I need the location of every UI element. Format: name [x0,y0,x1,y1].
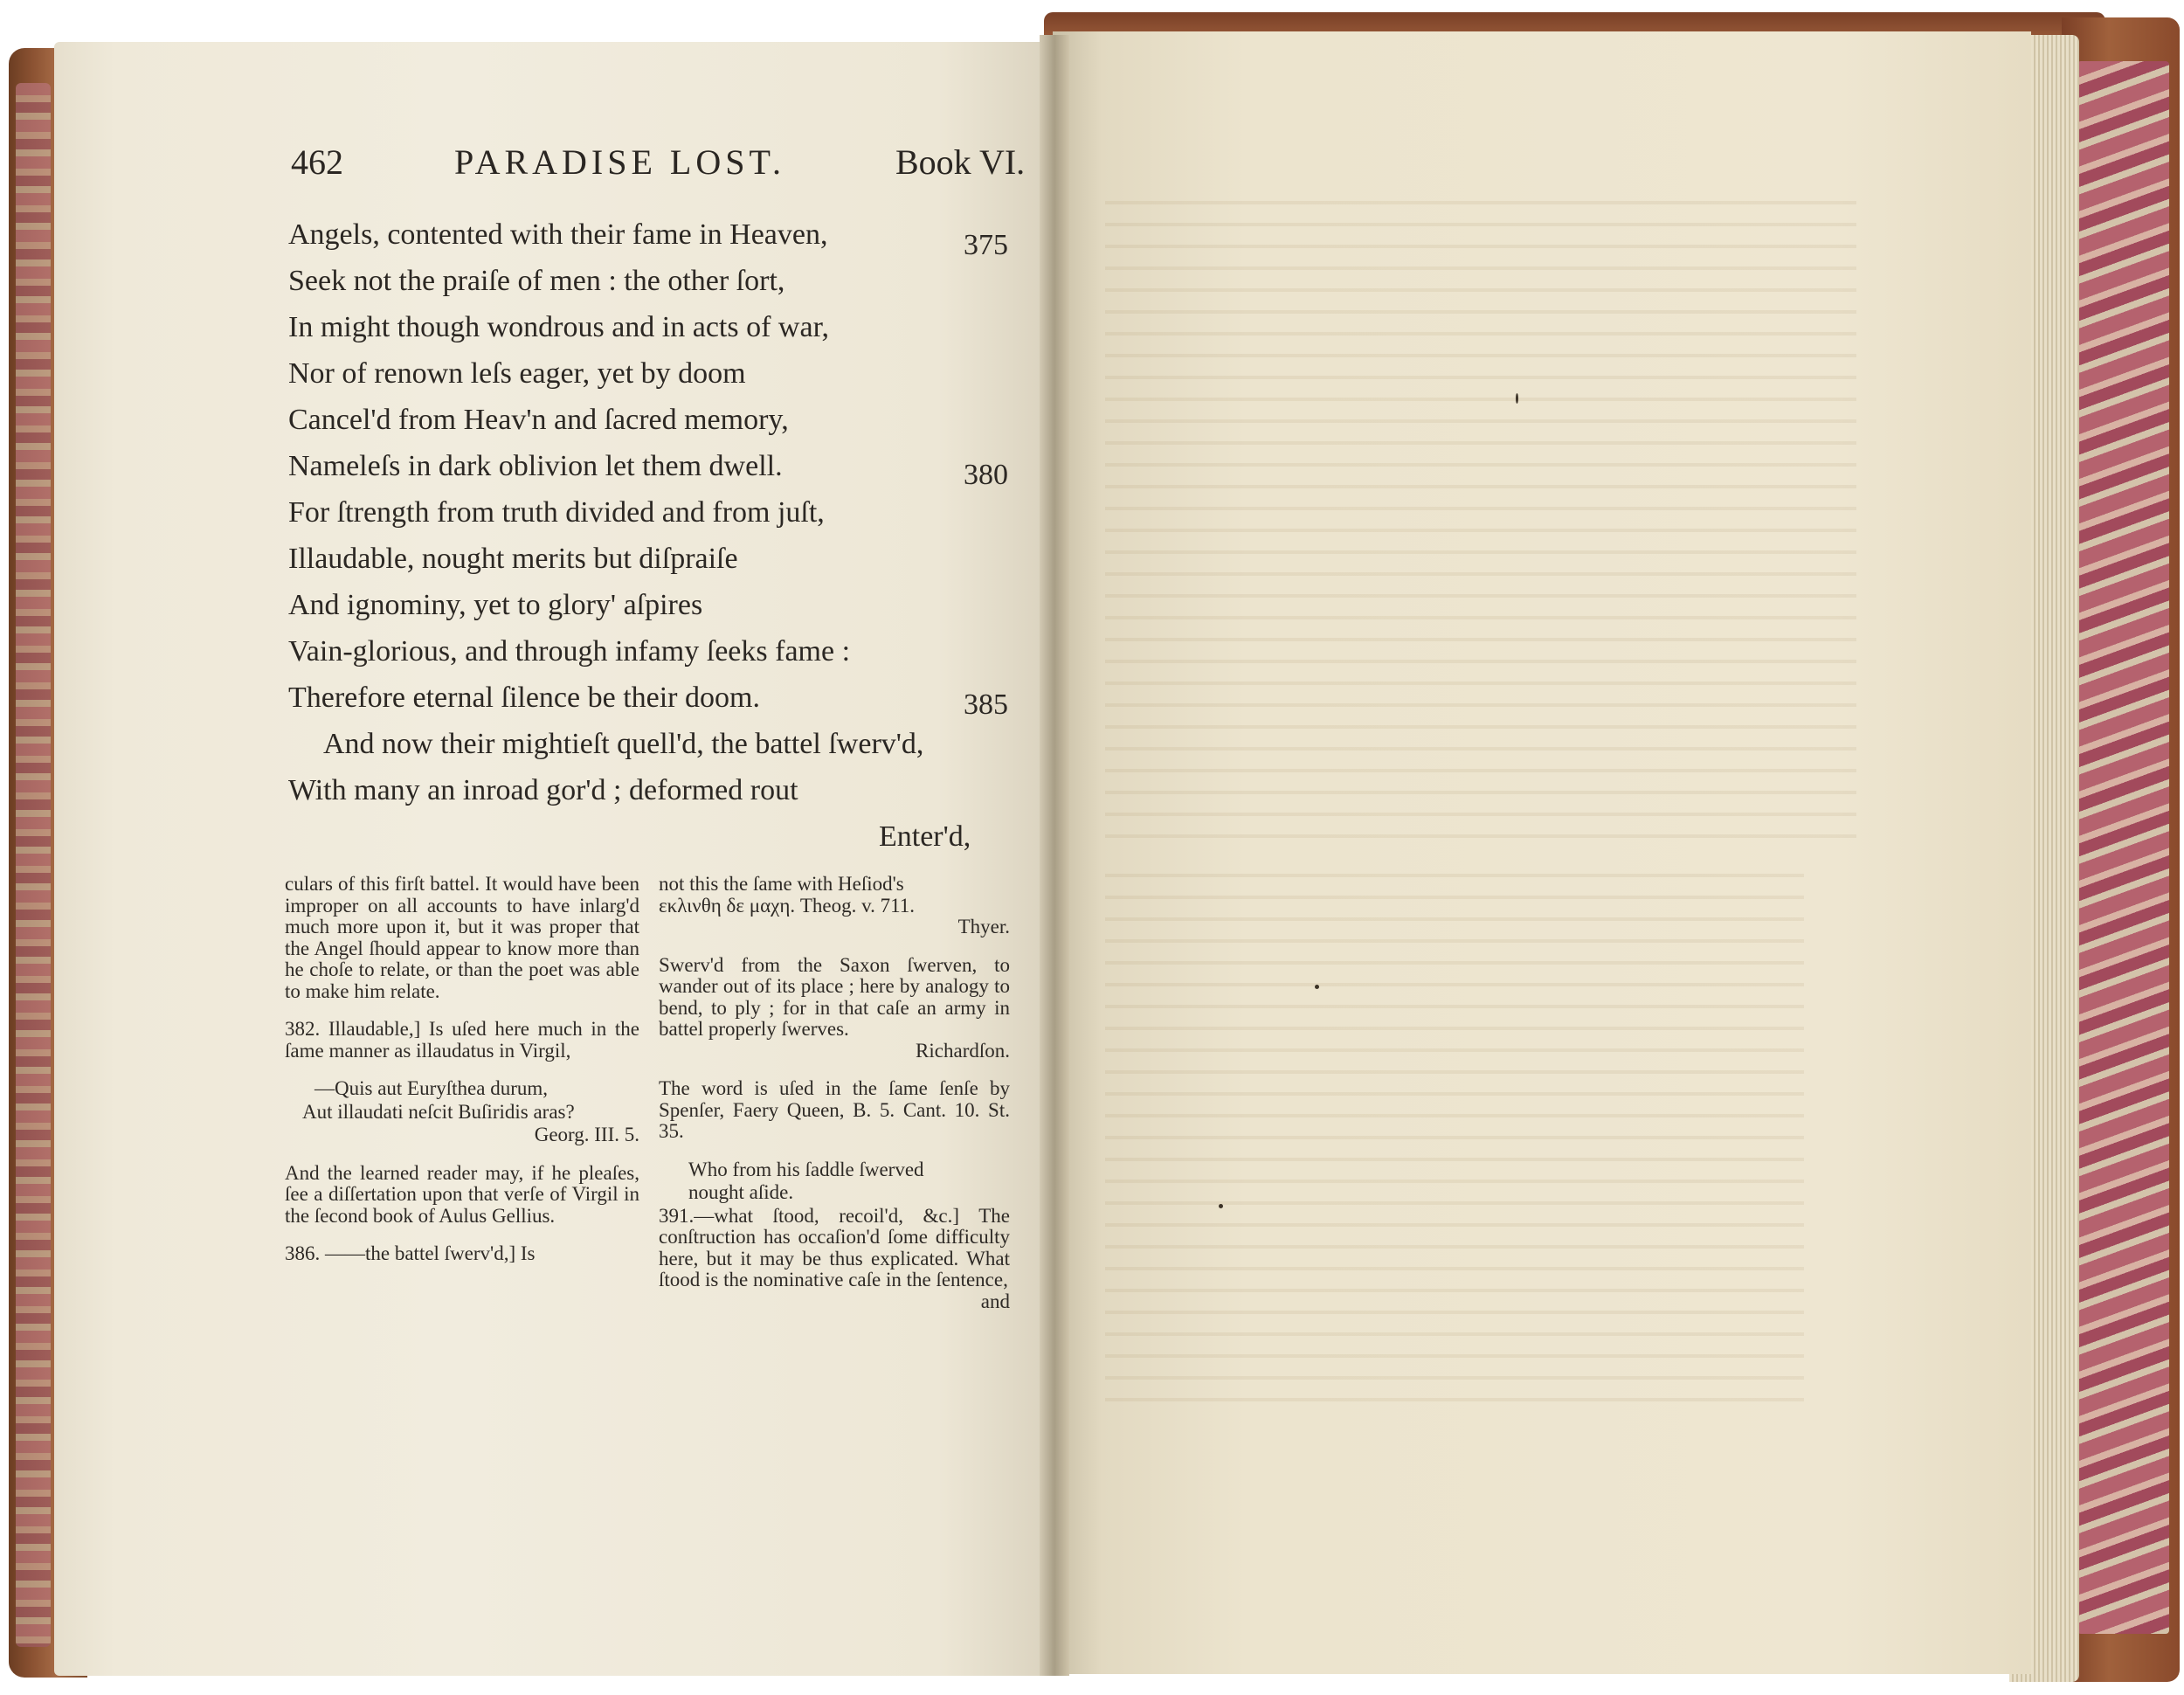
line-number: 385 [964,688,1008,721]
right-cover-edge [2062,17,2180,1682]
paper-speck [1516,393,1518,404]
poem-line: Nameleſs in dark oblivion let them dwell. [288,450,783,482]
show-through-notes [1105,874,1804,1415]
note-line: not this the ſame with Heſiod's [659,873,904,895]
note-quote-line: Who from his ſaddle ſwerved [688,1158,924,1180]
note-citation: Thyer. [957,916,1010,937]
line-number: 380 [964,459,1008,491]
notes-column-right [659,874,1010,1312]
left-marbled-edge [16,83,51,1647]
poem-line: Angels, contented with their fame in Heaven, [288,218,828,251]
notes-column-left [285,874,639,1282]
page-number: 462 [291,142,343,182]
paper-speck [1315,985,1319,989]
book-gutter [1040,35,1069,1676]
paper-speck [1219,1204,1223,1208]
poem-line: And ignominy, yet to glory' aſpires [288,589,703,621]
poem-line: Nor of renown leſs eager, yet by doom [288,357,746,390]
note-catchword: and [980,1290,1010,1312]
catchword: Enter'd, [879,820,971,853]
running-title: PARADISE LOST. [454,142,785,182]
poem-line: And now their mightieſt quell'd, the battel ſwerv'd, [323,728,924,760]
note-line: εκλινθη δε μαχη. Theog. v. 711. [659,894,916,917]
show-through-verse [1105,201,1856,848]
poem-line: Seek not the praiſe of men : the other ſort, [288,265,785,297]
note-paragraph: 391.—what ſtood, recoil'd, &c.] The conſtruction has occaſion'd ſome difficulty here, but it may be thus explicated. What ſtood is the nominative caſe in the ſentence, [659,1204,1010,1290]
note-citation: Richardſon. [916,1039,1010,1062]
poem-line: Vain-glorious, and through infamy ſeeks fame : [288,635,851,668]
book-label: Book VI. [895,142,1026,182]
note-quote-line: Aut illaudati neſcit Buſiridis aras? [302,1100,575,1123]
note-paragraph: Swerv'd from the Saxon ſwerven, to wander out of its place ; here by analogy to bend, to ply ; for in that caſe an army in battel properly ſwerves. [659,953,1010,1040]
poem-line: For ſtrength from truth divided and from juſt, [288,496,825,529]
note-paragraph: culars of this firſt battel. It would have been improper on all accounts to have inlarg'd much more upon it, but it was proper that the Angel ſhould appear to know more than he choſe to relate, or than the poet was able to make him relate. [285,873,639,1002]
note-quote-line: nought aſide. [688,1181,794,1203]
note-paragraph: 386. ——the battel ſwerv'd,] Is [285,1242,536,1264]
note-quote-line: —Quis aut Euryſthea durum, [314,1077,549,1099]
poem-line: Cancel'd from Heav'n and ſacred memory, [288,404,789,436]
note-paragraph: And the learned reader may, if he pleaſes, ſee a diſſertation upon that verſe of Virgil in the ſecond book of Aulus Gellius. [285,1161,639,1227]
poem-line: Illaudable, nought merits but diſpraiſe [288,543,738,575]
note-paragraph: The word is uſed in the ſame ſenſe by Spenſer, Faery Queen, B. 5. Cant. 10. St. 35. [659,1077,1010,1142]
line-number: 375 [964,229,1008,261]
right-marbled-edge [2077,61,2169,1634]
poem-line: Therefore eternal ſilence be their doom. [288,681,760,714]
note-paragraph: 382. Illaudable,] Is uſed here much in the ſame manner as illaudatus in Virgil, [285,1018,639,1062]
poem-line: In might though wondrous and in acts of war, [288,311,830,343]
note-citation: Georg. III. 5. [534,1124,639,1145]
poem-line: With many an inroad gor'd ; deformed rout [288,774,798,806]
